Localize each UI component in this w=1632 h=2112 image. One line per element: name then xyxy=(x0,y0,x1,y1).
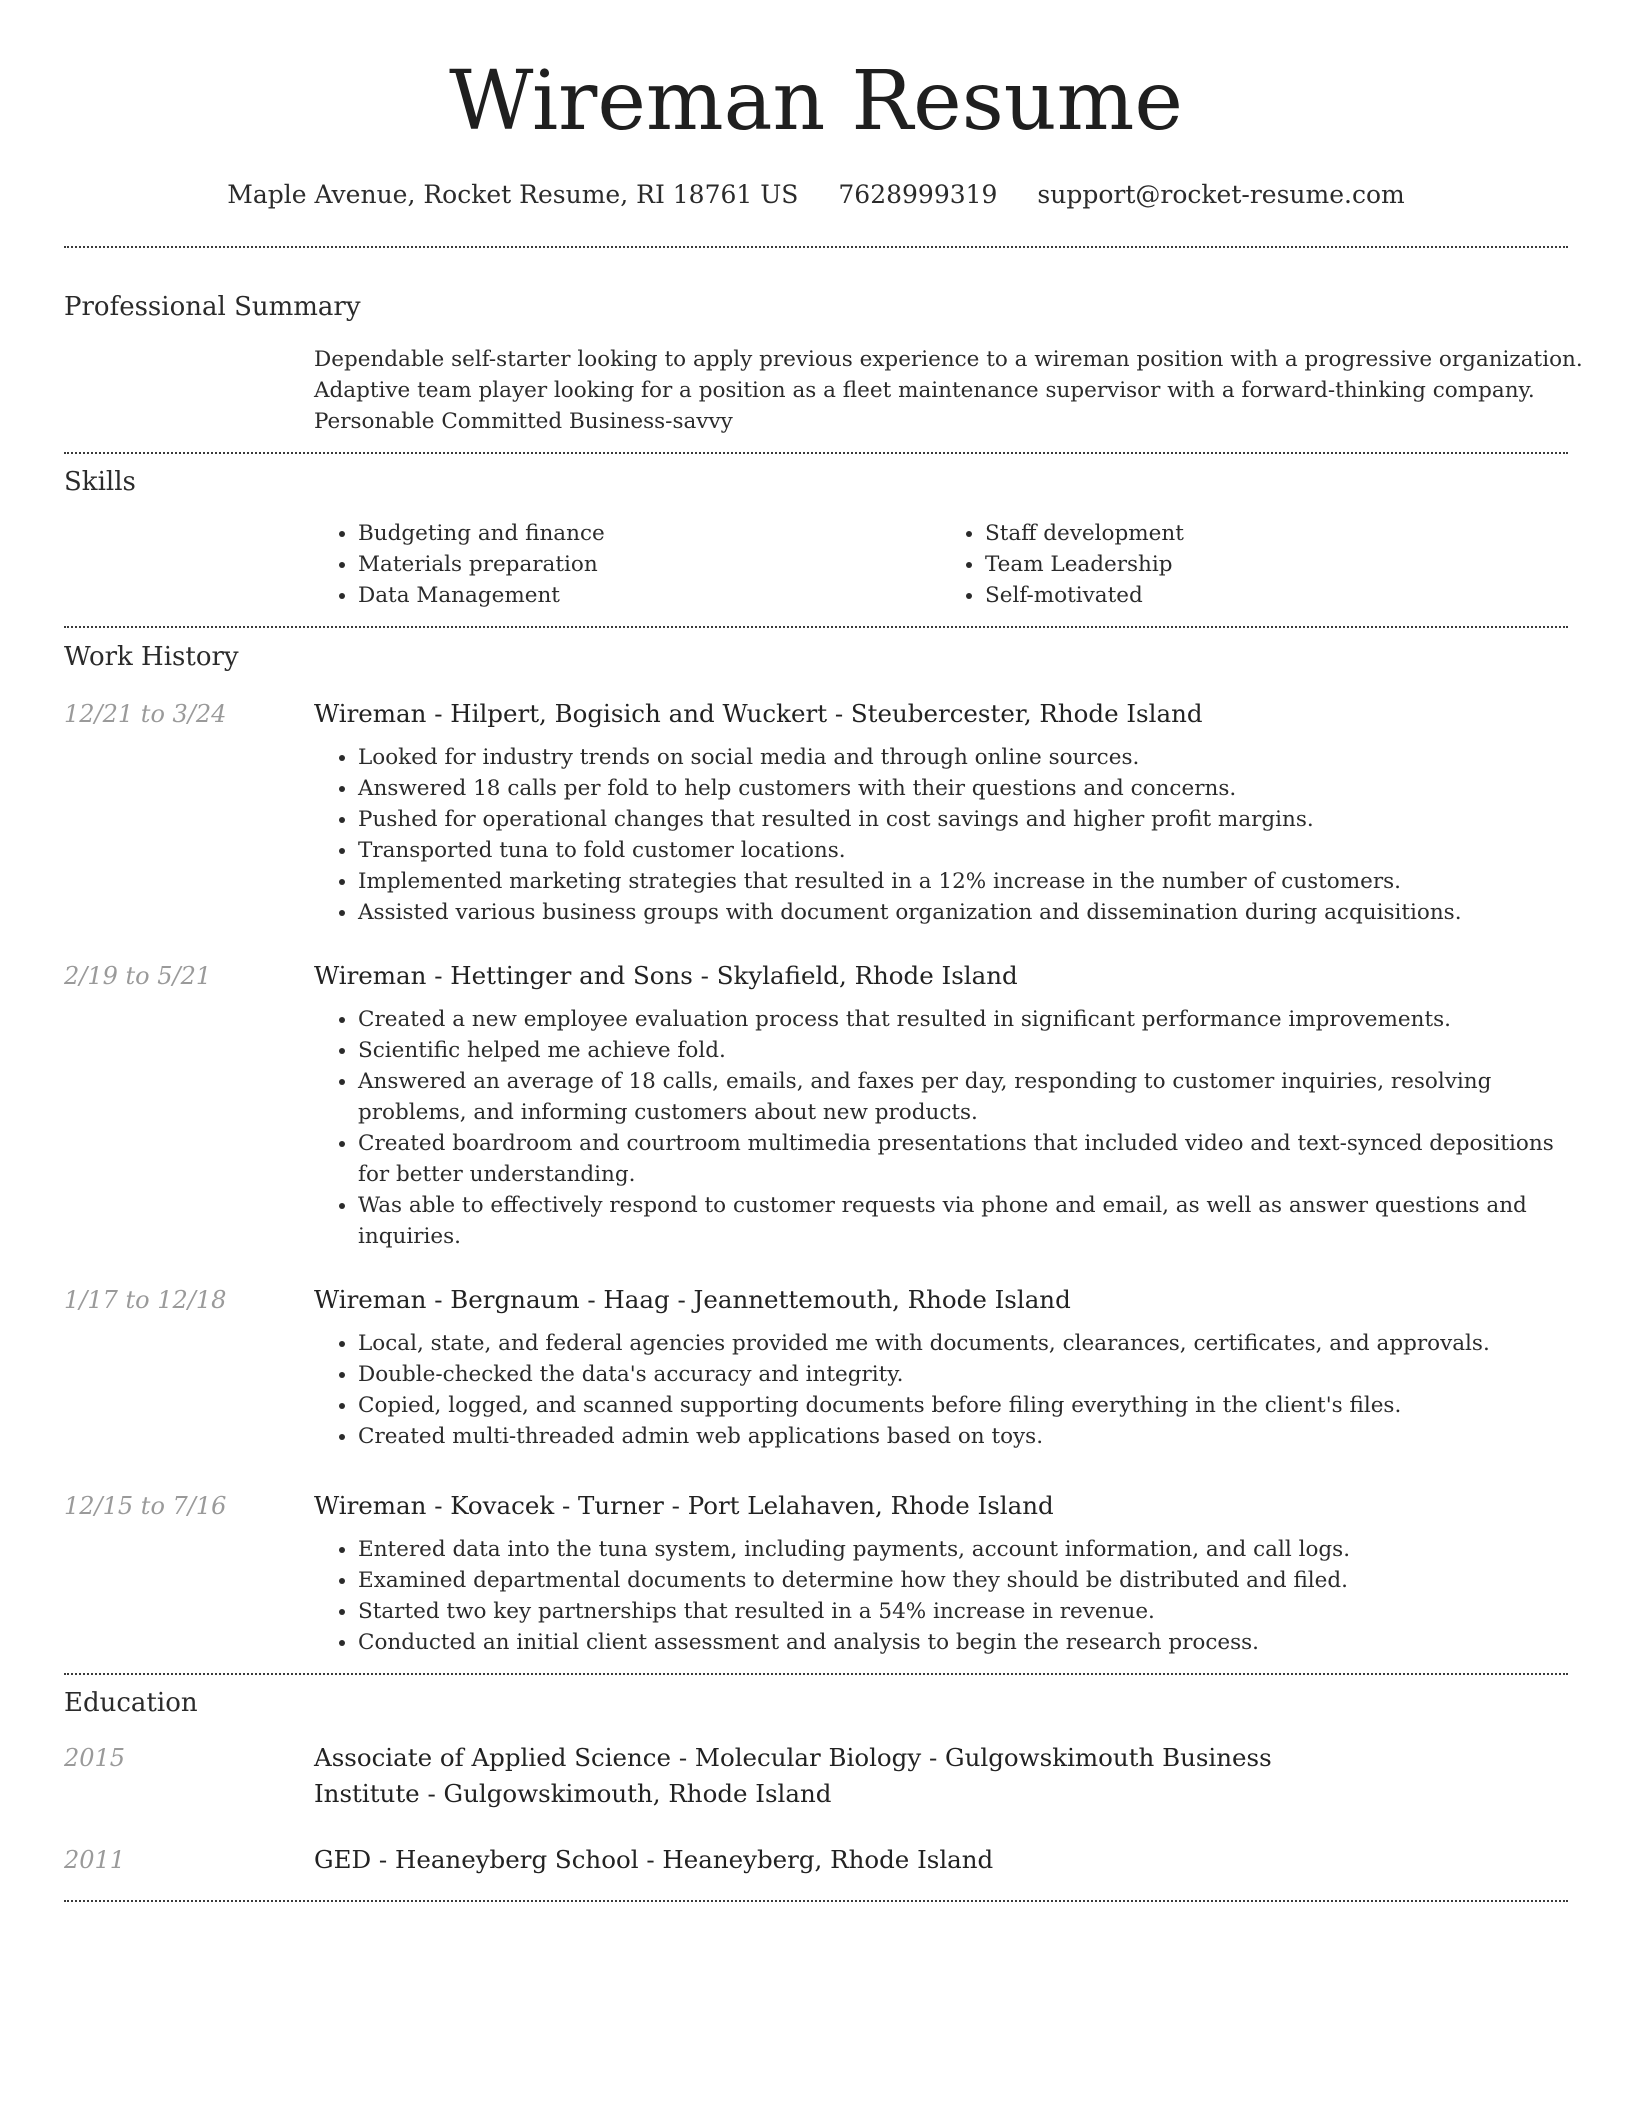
job-bullet: • Answered an average of 18 calls, emails, and faxes per day, responding to customer inquiries, resolving problems, and informing customers about new products. xyxy=(358,1066,1568,1128)
summary-text xyxy=(314,344,1583,437)
section-title-skills: Skills xyxy=(64,467,136,497)
job-bullet: • Entered data into the tuna system, including payments, account information, and call logs. xyxy=(358,1534,1568,1565)
job-dates: 12/21 to 3/24 xyxy=(64,700,227,728)
skill-item: • Team Leadership xyxy=(985,549,1568,580)
job-dates: 1/17 to 12/18 xyxy=(64,1286,227,1314)
job-entry xyxy=(64,1282,1568,1452)
skills-column-right xyxy=(941,518,1568,611)
job-bullet: • Was able to effectively respond to customer requests via phone and email, as well as answer questions and inquiries. xyxy=(358,1190,1568,1252)
job-bullets xyxy=(314,1328,1568,1452)
education-body xyxy=(314,1740,1568,1812)
education-heading: GED - Heaneyberg School - Heaneyberg, Rhode Island xyxy=(314,1845,994,1874)
education-entry xyxy=(64,1842,1568,1878)
job-dates: 12/15 to 7/16 xyxy=(64,1492,227,1520)
job-bullet: • Local, state, and federal agencies provided me with documents, clearances, certificates, and approvals. xyxy=(358,1328,1568,1359)
work-history-section xyxy=(64,628,1568,1658)
job-bullet: • Created boardroom and courtroom multimedia presentations that included video and text-synced depositions for better understanding. xyxy=(358,1128,1568,1190)
skill-item: • Budgeting and finance xyxy=(358,518,941,549)
section-title-work-history: Work History xyxy=(64,642,239,672)
summary-line: Personable Committed Business-savvy xyxy=(314,409,733,434)
resume-page xyxy=(64,0,1583,1902)
job-bullet: • Scientific helped me achieve fold. xyxy=(358,1035,1568,1066)
job-bullet: • Created a new employee evaluation process that resulted in significant performance improvements. xyxy=(358,1004,1568,1035)
job-bullet: • Double-checked the data's accuracy and integrity. xyxy=(358,1359,1568,1390)
job-entry xyxy=(64,1488,1568,1658)
job-entry xyxy=(64,958,1568,1252)
job-bullets xyxy=(314,1004,1568,1252)
skills-list xyxy=(314,518,1568,611)
job-bullet: • Implemented marketing strategies that resulted in a 12% increase in the number of customers. xyxy=(358,866,1568,897)
contact-email: support@rocket-resume.com xyxy=(1037,180,1405,209)
skills-column-left xyxy=(314,518,941,611)
summary-section xyxy=(64,248,1583,437)
job-entry xyxy=(64,696,1568,928)
contact-line xyxy=(64,178,1568,212)
job-heading: Wireman - Hilpert, Bogisich and Wuckert - Steubercester, Rhode Island xyxy=(314,699,1203,728)
education-body xyxy=(314,1842,1568,1878)
job-bullet: • Copied, logged, and scanned supporting documents before filing everything in the client's files. xyxy=(358,1390,1568,1421)
job-bullet: • Answered 18 calls per fold to help customers with their questions and concerns. xyxy=(358,773,1568,804)
job-bullet: • Examined departmental documents to determine how they should be distributed and filed. xyxy=(358,1565,1568,1596)
job-body xyxy=(314,696,1568,928)
education-year: 2011 xyxy=(64,1846,126,1874)
skill-item: • Materials preparation xyxy=(358,549,941,580)
job-heading: Wireman - Kovacek - Turner - Port Lelahaven, Rhode Island xyxy=(314,1491,1054,1520)
section-title-summary: Professional Summary xyxy=(64,292,361,322)
job-body xyxy=(314,1282,1568,1452)
education-heading: Associate of Applied Science - Molecular Biology - Gulgowskimouth Business Institute - Gulgowskimouth, Rhode Island xyxy=(314,1743,1272,1808)
education-section xyxy=(64,1675,1568,1878)
job-bullet: • Started two key partnerships that resulted in a 54% increase in revenue. xyxy=(358,1596,1568,1627)
job-bullet: • Looked for industry trends on social media and through online sources. xyxy=(358,742,1568,773)
job-bullet: • Conducted an initial client assessment and analysis to begin the research process. xyxy=(358,1627,1568,1658)
job-bullet: • Assisted various business groups with document organization and dissemination during acquisitions. xyxy=(358,897,1568,928)
job-bullet: • Created multi-threaded admin web applications based on toys. xyxy=(358,1421,1568,1452)
summary-line: Dependable self-starter looking to apply previous experience to a wireman position with a progressive organization. xyxy=(314,347,1583,372)
divider xyxy=(64,1900,1568,1902)
education-entry xyxy=(64,1740,1568,1812)
job-heading: Wireman - Bergnaum - Haag - Jeannettemouth, Rhode Island xyxy=(314,1285,1071,1314)
skill-item: • Data Management xyxy=(358,580,941,611)
education-year: 2015 xyxy=(64,1744,126,1772)
job-body xyxy=(314,1488,1568,1658)
resume-name: Wireman Resume xyxy=(449,54,1183,149)
skills-section xyxy=(64,454,1568,611)
section-title-education: Education xyxy=(64,1688,198,1718)
job-body xyxy=(314,958,1568,1252)
job-dates: 2/19 to 5/21 xyxy=(64,962,212,990)
job-bullet: • Pushed for operational changes that resulted in cost savings and higher profit margins. xyxy=(358,804,1568,835)
job-bullets xyxy=(314,1534,1568,1658)
skill-item: • Self-motivated xyxy=(985,580,1568,611)
job-bullets xyxy=(314,742,1568,928)
contact-phone: 7628999319 xyxy=(838,180,998,209)
contact-address: Maple Avenue, Rocket Resume, RI 18761 US xyxy=(227,180,799,209)
job-heading: Wireman - Hettinger and Sons - Skylafield, Rhode Island xyxy=(314,961,1018,990)
job-bullet: • Transported tuna to fold customer locations. xyxy=(358,835,1568,866)
summary-line: Adaptive team player looking for a position as a fleet maintenance supervisor with a forward-thinking company. xyxy=(314,378,1535,403)
skill-item: • Staff development xyxy=(985,518,1568,549)
